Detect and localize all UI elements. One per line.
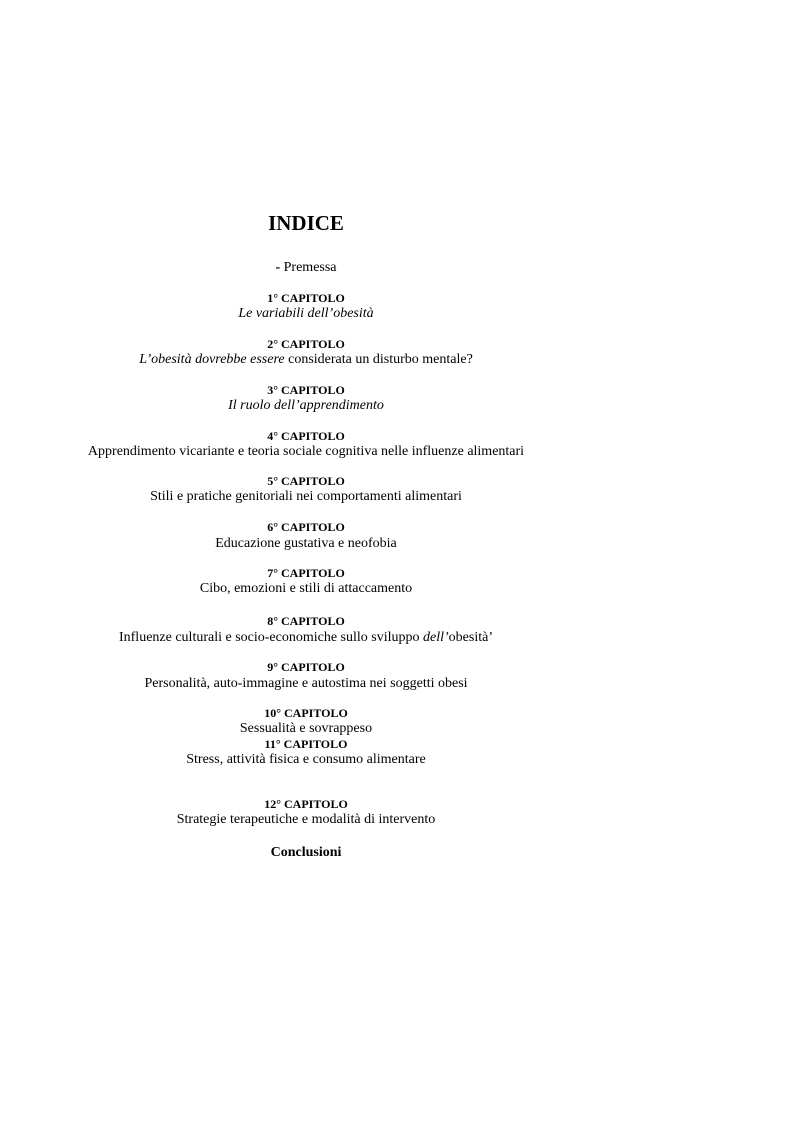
chapter-heading: 12° CAPITOLO: [264, 797, 348, 811]
chapter-title: Stress, attività fisica e consumo alimentare: [186, 752, 426, 767]
chapter-title-post: obesità’: [448, 630, 493, 645]
chapter-title: Le variabili dell’obesità: [238, 306, 374, 321]
chapter-title: Strategie terapeutiche e modalità di intervento: [176, 812, 436, 827]
chapter-heading: 7° CAPITOLO: [267, 566, 345, 580]
premessa-entry: [0, 259, 612, 277]
chapter-heading: 5° CAPITOLO: [267, 474, 345, 488]
chapter-title-pre: Influenze culturali e socio-economiche sullo sviluppo: [118, 630, 424, 645]
chapter-title: Il ruolo dell’apprendimento: [228, 398, 384, 413]
chapter-heading: 10° CAPITOLO: [264, 706, 348, 720]
chapter-title-italic: L’obesità dovrebbe essere: [139, 352, 285, 367]
chapter-title: [0, 629, 612, 647]
chapter-title: Personalità, auto-immagine e autostima nei soggetti obesi: [144, 676, 468, 691]
chapter-title: Apprendimento vicariante e teoria sociale cognitiva nelle influenze alimentari: [87, 444, 525, 459]
chapter-title: Stili e pratiche genitoriali nei comportamenti alimentari: [150, 489, 462, 504]
chapter-title: Educazione gustativa e neofobia: [215, 536, 397, 551]
chapter-heading: 8° CAPITOLO: [267, 614, 345, 628]
premessa-dash: -: [275, 260, 281, 275]
chapter-heading: 4° CAPITOLO: [267, 429, 345, 443]
chapter-heading: 9° CAPITOLO: [267, 660, 345, 674]
premessa-label: Premessa: [283, 260, 337, 275]
chapter-heading: 3° CAPITOLO: [267, 383, 345, 397]
chapter-title-rest: considerata un disturbo mentale?: [284, 352, 473, 367]
chapter-title: Cibo, emozioni e stili di attaccamento: [199, 581, 413, 596]
chapter-heading: 1° CAPITOLO: [267, 291, 345, 305]
chapter-title: Sessualità e sovrappeso: [239, 721, 373, 736]
page-title: INDICE: [268, 211, 344, 235]
chapter-heading: 6° CAPITOLO: [267, 520, 345, 534]
chapter-heading: 2° CAPITOLO: [267, 337, 345, 351]
chapter-title: [0, 351, 612, 369]
chapter-title-italic: dell’: [423, 630, 449, 645]
chapter-heading: 11° CAPITOLO: [264, 737, 348, 751]
conclusion-entry: Conclusioni: [270, 845, 342, 860]
